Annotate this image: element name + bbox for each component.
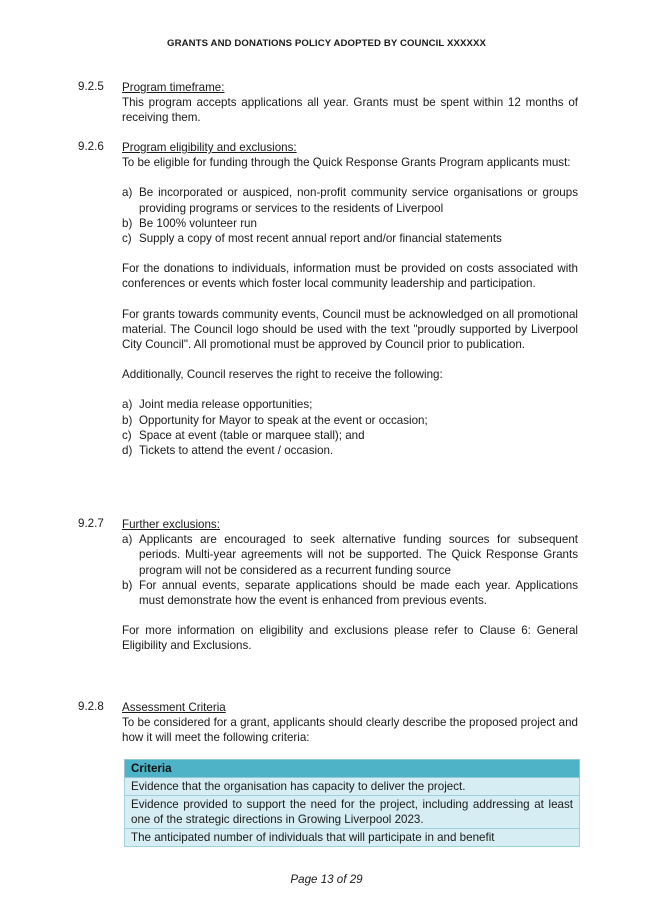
section-number: 9.2.5 [78, 80, 104, 93]
section-9-2-6 [78, 140, 578, 458]
page-number: Page 13 of 29 [290, 873, 363, 886]
list-item: a) Applicants are encouraged to seek alternative funding sources for subsequent periods. Multi-year agreements will not be supported. The Quick Response Grants program will not be considered as a recurrent funding source [122, 533, 578, 577]
table-row: The anticipated number of individuals that will participate in and benefit [125, 829, 580, 847]
section-title: Further exclusions: [122, 518, 220, 531]
section-9-2-8 [78, 700, 578, 746]
list-item: b) Be 100% volunteer run [122, 216, 257, 230]
paragraph: For the donations to individuals, information must be provided on costs associated with conferences or events which foster local community leadership and participation. [122, 262, 578, 291]
list-item: a) Be incorporated or auspiced, non-profit community service organisations or groups providing programs or services to the residents of Liverpool [122, 186, 578, 215]
list-item: b) For annual events, separate applications should be made each year. Applications must demonstrate how the event is enhanced from previous events. [122, 578, 578, 608]
section-text: To be considered for a grant, applicants should clearly describe the proposed project and how it will meet the following criteria: [122, 716, 578, 745]
section-9-2-5 [78, 80, 578, 126]
section-number: 9.2.7 [78, 517, 104, 530]
list-item: c) Supply a copy of most recent annual report and/or financial statements [122, 232, 502, 246]
paragraph: Additionally, Council reserves the right to receive the following: [122, 368, 443, 382]
council-rights-list [122, 397, 578, 458]
paragraph: For more information on eligibility and exclusions please refer to Clause 6: General Eligibility and Exclusions. [122, 624, 578, 653]
exclusions-list [122, 532, 578, 608]
section-text: This program accepts applications all year. Grants must be spent within 12 months of receiving them. [122, 96, 578, 125]
criteria-table [124, 759, 580, 847]
table-row: Evidence that the organisation has capacity to deliver the project. [125, 778, 580, 796]
list-item: b) Opportunity for Mayor to speak at the event or occasion; [122, 413, 428, 427]
list-item: d) Tickets to attend the event / occasion. [122, 444, 334, 458]
list-item: a) Joint media release opportunities; [122, 398, 313, 412]
list-item: c) Space at event (table or marquee stall); and [122, 428, 365, 442]
section-number: 9.2.6 [78, 140, 104, 153]
section-title: Assessment Criteria [122, 701, 226, 714]
paragraph: For grants towards community events, Council must be acknowledged on all promotional material. The Council logo should be used with the text "proudly supported by Liverpool City Council". All promotional must be approved by Council prior to publication. [122, 307, 578, 352]
section-title: Program timeframe: [122, 81, 225, 94]
section-intro: To be eligible for funding through the Quick Response Grants Program applicants must: [122, 156, 571, 170]
section-9-2-7 [78, 517, 578, 654]
eligibility-list [122, 185, 578, 246]
criteria-header: Criteria [125, 760, 580, 778]
section-title: Program eligibility and exclusions: [122, 141, 297, 154]
page-header: GRANTS AND DONATIONS POLICY ADOPTED BY COUNCIL XXXXXX [167, 38, 486, 49]
table-row: Evidence provided to support the need for the project, including addressing at least one of the strategic directions in Growing Liverpool 2023. [125, 796, 580, 829]
section-number: 9.2.8 [78, 700, 104, 713]
